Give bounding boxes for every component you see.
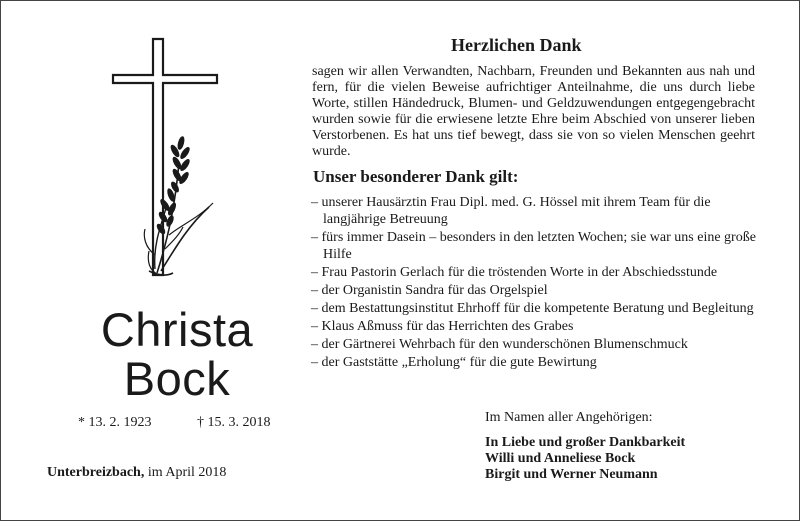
list-item: – der Organistin Sandra für das Orgelspiel [311, 283, 548, 298]
notice-date: im April 2018 [144, 465, 227, 480]
signature-line: Birgit und Werner Neumann [485, 467, 658, 482]
cross-with-wheat-icon [109, 35, 221, 283]
special-thanks-list [307, 194, 757, 372]
place-name: Unterbreizbach, [47, 465, 145, 480]
deceased-last-name: Bock [123, 352, 231, 405]
thanks-paragraph: sagen wir allen Verwandten, Nachbarn, Freunden und Bekannten aus nah und fern, für die vielen Beweise aufrichtiger Anteilnahme, die uns durch liebe Worte, stillen Händedruck, Blumen- und Geldzuwendungen entgegengebracht wurden sowie für die erwiesene letzte Ehre beim Abschied von unserer lieben Verstorbenen. Es hat uns tief bewegt, dass sie von so vielen Menschen geehrt wurde. [312, 64, 755, 159]
notice-heading: Herzlichen Dank [451, 35, 582, 55]
birth-date: * 13. 2. 1923 [78, 415, 152, 430]
list-item: – Frau Pastorin Gerlach für die tröstenden Worte in der Abschiedsstunde [311, 265, 718, 280]
signature-block [485, 435, 685, 483]
list-item: – fürs immer Dasein – besonders in den letzten Wochen; sie war uns eine große Hilfe [311, 230, 756, 262]
place-and-date [47, 465, 226, 481]
special-thanks-heading: Unser besonderer Dank gilt: [313, 167, 519, 186]
death-date: † 15. 3. 2018 [197, 415, 271, 430]
list-item: – Klaus Aßmuss für das Herrichten des Grabes [311, 319, 574, 334]
list-item: – der Gärtnerei Wehrbach für den wunderschönen Blumenschmuck [311, 337, 688, 352]
list-item: – unserer Hausärztin Frau Dipl. med. G. Hössel mit ihrem Team für die langjährige Betreuung [311, 195, 711, 227]
list-item: – dem Bestattungsinstitut Ehrhoff für die kompetente Beratung und Begleitung [311, 301, 754, 316]
deceased-first-name: Christa [100, 303, 254, 356]
signature-line: Willi und Anneliese Bock [485, 451, 636, 466]
signature-line: In Liebe und großer Dankbarkeit [485, 435, 686, 450]
closing-intro: Im Namen aller Angehörigen: [485, 410, 653, 425]
list-item: – der Gaststätte „Erholung“ für die gute Bewirtung [311, 355, 597, 370]
